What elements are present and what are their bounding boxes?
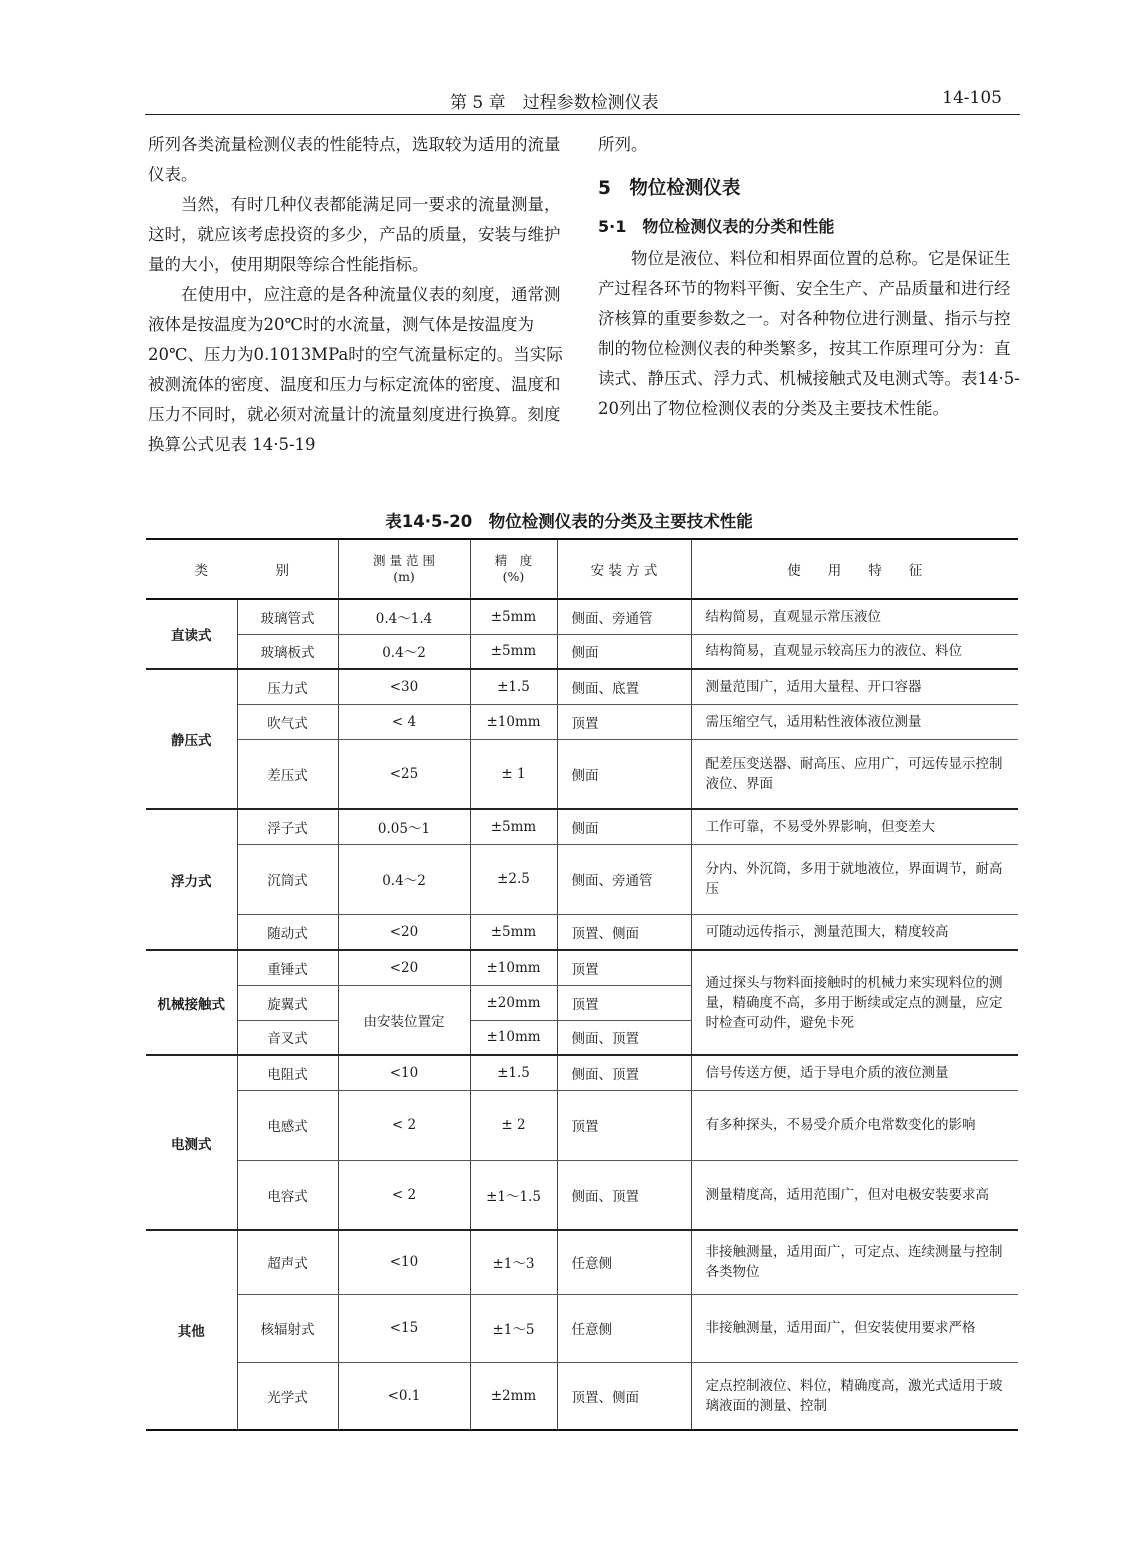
features-cell: 需压缩空气，适用粘性液体液位测量 bbox=[691, 704, 1018, 739]
range-cell: <20 bbox=[338, 914, 470, 950]
mounting-cell: 顶置 bbox=[557, 950, 691, 985]
features-cell: 结构简易，直观显示较高压力的液位、料位 bbox=[691, 634, 1018, 669]
page-number: 14-105 bbox=[942, 88, 1002, 108]
category-cell: 浮力式 bbox=[146, 809, 237, 950]
table-row bbox=[146, 914, 1018, 950]
features-cell: 可随动远传指示，测量范围大，精度较高 bbox=[691, 914, 1018, 950]
accuracy-cell: ±5mm bbox=[470, 634, 557, 669]
table-row bbox=[146, 1055, 1018, 1090]
left-column bbox=[148, 130, 568, 460]
mounting-cell: 侧面、顶置 bbox=[557, 1055, 691, 1090]
features-cell: 测量范围广，适用大量程、开口容器 bbox=[691, 669, 1018, 704]
type-cell: 核辐射式 bbox=[237, 1294, 338, 1362]
mounting-cell: 侧面 bbox=[557, 809, 691, 844]
table-row bbox=[146, 669, 1018, 704]
mounting-cell: 侧面、旁通管 bbox=[557, 599, 691, 634]
table-row bbox=[146, 1090, 1018, 1160]
type-cell: 音叉式 bbox=[237, 1020, 338, 1055]
accuracy-cell: ±10mm bbox=[470, 704, 557, 739]
mounting-cell: 顶置、侧面 bbox=[557, 914, 691, 950]
category-cell: 电测式 bbox=[146, 1055, 237, 1230]
level-instrument-table bbox=[146, 538, 1018, 1431]
range-cell: 0.4～2 bbox=[338, 634, 470, 669]
table-row bbox=[146, 1294, 1018, 1362]
features-cell: 结构简易，直观显示常压液位 bbox=[691, 599, 1018, 634]
header-rule bbox=[145, 114, 1020, 115]
category-cell: 静压式 bbox=[146, 669, 237, 809]
features-cell: 配差压变送器、耐高压、应用广，可远传显示控制液位、界面 bbox=[691, 739, 1018, 809]
type-cell: 随动式 bbox=[237, 914, 338, 950]
type-cell: 电阻式 bbox=[237, 1055, 338, 1090]
accuracy-cell: ±2mm bbox=[470, 1362, 557, 1430]
table-caption: 表14·5-20 物位检测仪表的分类及主要技术性能 bbox=[385, 512, 753, 531]
header-range: 测 量 范 围 (m) bbox=[338, 539, 470, 599]
accuracy-cell: ±5mm bbox=[470, 809, 557, 844]
table-row bbox=[146, 1230, 1018, 1294]
header-features: 使 用 特 征 bbox=[691, 539, 1018, 599]
table-row bbox=[146, 1362, 1018, 1430]
accuracy-cell: ±1.5 bbox=[470, 1055, 557, 1090]
accuracy-cell: ±1～5 bbox=[470, 1294, 557, 1362]
type-cell: 玻璃板式 bbox=[237, 634, 338, 669]
header-mounting: 安 装 方 式 bbox=[557, 539, 691, 599]
section-heading: 5 物位检测仪表 bbox=[598, 178, 741, 199]
mounting-cell: 顶置 bbox=[557, 704, 691, 739]
range-cell: <20 bbox=[338, 950, 470, 985]
accuracy-cell: ±10mm bbox=[470, 950, 557, 985]
mounting-cell: 顶置 bbox=[557, 985, 691, 1020]
range-cell: <10 bbox=[338, 1055, 470, 1090]
features-cell: 信号传送方便，适于导电介质的液位测量 bbox=[691, 1055, 1018, 1090]
type-cell: 光学式 bbox=[237, 1362, 338, 1430]
paragraph: 物位是液位、料位和相界面位置的总称。它是保证生产过程各环节的物料平衡、安全生产、产品质量和进行经济核算的重要参数之一。对各种物位进行测量、指示与控制的物位检测仪表的种类繁多，按其工作原理可分为：直读式、静压式、浮力式、机械接触式及电测式等。表14·5-20列出了物位检测仪表的分类及主要技术性能。 bbox=[598, 249, 1020, 418]
type-cell: 电容式 bbox=[237, 1160, 338, 1230]
type-cell: 吹气式 bbox=[237, 704, 338, 739]
mounting-cell: 侧面 bbox=[557, 634, 691, 669]
header-accuracy: 精 度 (%) bbox=[470, 539, 557, 599]
range-cell: <0.1 bbox=[338, 1362, 470, 1430]
features-cell: 非接触测量，适用面广，但安装使用要求严格 bbox=[691, 1294, 1018, 1362]
table-header-row bbox=[146, 539, 1018, 599]
range-cell: <25 bbox=[338, 739, 470, 809]
features-cell: 工作可靠，不易受外界影响，但变差大 bbox=[691, 809, 1018, 844]
accuracy-cell: ±10mm bbox=[470, 1020, 557, 1055]
type-cell: 差压式 bbox=[237, 739, 338, 809]
table-row bbox=[146, 1160, 1018, 1230]
paragraph: 所列各类流量检测仪表的性能特点，选取较为适用的流量仪表。 bbox=[148, 135, 561, 184]
type-cell: 沉筒式 bbox=[237, 844, 338, 914]
table-row bbox=[146, 634, 1018, 669]
mounting-cell: 侧面、顶置 bbox=[557, 1020, 691, 1055]
mounting-cell: 顶置、侧面 bbox=[557, 1362, 691, 1430]
range-cell: <10 bbox=[338, 1230, 470, 1294]
range-cell: 0.4～2 bbox=[338, 844, 470, 914]
mounting-cell: 侧面 bbox=[557, 739, 691, 809]
table-row bbox=[146, 739, 1018, 809]
accuracy-cell: ±1.5 bbox=[470, 669, 557, 704]
paragraph: 在使用中，应注意的是各种流量仪表的刻度，通常测液体是按温度为20℃时的水流量，测气体是按温度为20℃、压力为0.1013MPa时的空气流量标定的。当实际被测流体的密度、温度和压力与标定流体的密度、温度和压力不同时，就必须对流量计的流量刻度进行换算。刻度换算公式见表 14·5-19 bbox=[148, 285, 563, 454]
range-cell: < 2 bbox=[338, 1160, 470, 1230]
range-cell: 0.05～1 bbox=[338, 809, 470, 844]
mounting-cell: 侧面、旁通管 bbox=[557, 844, 691, 914]
table-row bbox=[146, 844, 1018, 914]
category-cell: 机械接触式 bbox=[146, 950, 237, 1055]
features-cell-shared: 通过探头与物料面接触时的机械力来实现料位的测量，精确度不高，多用于断续或定点的测量，应定时检查可动件，避免卡死 bbox=[691, 950, 1018, 1055]
table-row bbox=[146, 950, 1018, 985]
type-cell: 玻璃管式 bbox=[237, 599, 338, 634]
chapter-title: 第 5 章 过程参数检测仪表 bbox=[450, 93, 659, 113]
features-cell: 有多种探头，不易受介质介电常数变化的影响 bbox=[691, 1090, 1018, 1160]
type-cell: 压力式 bbox=[237, 669, 338, 704]
type-cell: 重锤式 bbox=[237, 950, 338, 985]
table-row bbox=[146, 704, 1018, 739]
category-cell: 其他 bbox=[146, 1230, 237, 1430]
header-category: 类 别 bbox=[146, 539, 338, 599]
subsection-heading: 5·1 物位检测仪表的分类和性能 bbox=[598, 217, 835, 236]
accuracy-cell: ±5mm bbox=[470, 914, 557, 950]
features-cell: 非接触测量，适用面广，可定点、连续测量与控制各类物位 bbox=[691, 1230, 1018, 1294]
range-cell: <15 bbox=[338, 1294, 470, 1362]
category-cell: 直读式 bbox=[146, 599, 237, 669]
right-column bbox=[598, 130, 1020, 424]
accuracy-cell: ±2.5 bbox=[470, 844, 557, 914]
mounting-cell: 侧面、顶置 bbox=[557, 1160, 691, 1230]
type-cell: 旋翼式 bbox=[237, 985, 338, 1020]
range-cell: < 4 bbox=[338, 704, 470, 739]
accuracy-cell: ±20mm bbox=[470, 985, 557, 1020]
range-cell-shared: 由安装位置定 bbox=[338, 985, 470, 1055]
accuracy-cell: ±5mm bbox=[470, 599, 557, 634]
range-cell: < 2 bbox=[338, 1090, 470, 1160]
accuracy-cell: ± 1 bbox=[470, 739, 557, 809]
table-row bbox=[146, 599, 1018, 634]
table-row bbox=[146, 809, 1018, 844]
features-cell: 定点控制液位、料位，精确度高，激光式适用于玻璃液面的测量、控制 bbox=[691, 1362, 1018, 1430]
mounting-cell: 侧面、底置 bbox=[557, 669, 691, 704]
mounting-cell: 顶置 bbox=[557, 1090, 691, 1160]
accuracy-cell: ±1～3 bbox=[470, 1230, 557, 1294]
range-cell: <30 bbox=[338, 669, 470, 704]
range-cell: 0.4～1.4 bbox=[338, 599, 470, 634]
running-header bbox=[145, 88, 1020, 113]
mounting-cell: 任意侧 bbox=[557, 1294, 691, 1362]
accuracy-cell: ±1～1.5 bbox=[470, 1160, 557, 1230]
paragraph-continuation: 所列。 bbox=[598, 135, 648, 154]
accuracy-cell: ± 2 bbox=[470, 1090, 557, 1160]
type-cell: 电感式 bbox=[237, 1090, 338, 1160]
features-cell: 分内、外沉筒，多用于就地液位，界面调节，耐高压 bbox=[691, 844, 1018, 914]
paragraph: 当然，有时几种仪表都能满足同一要求的流量测量，这时，就应该考虑投资的多少，产品的质量，安装与维护量的大小，使用期限等综合性能指标。 bbox=[148, 195, 561, 274]
type-cell: 浮子式 bbox=[237, 809, 338, 844]
features-cell: 测量精度高，适用范围广，但对电极安装要求高 bbox=[691, 1160, 1018, 1230]
type-cell: 超声式 bbox=[237, 1230, 338, 1294]
mounting-cell: 任意侧 bbox=[557, 1230, 691, 1294]
